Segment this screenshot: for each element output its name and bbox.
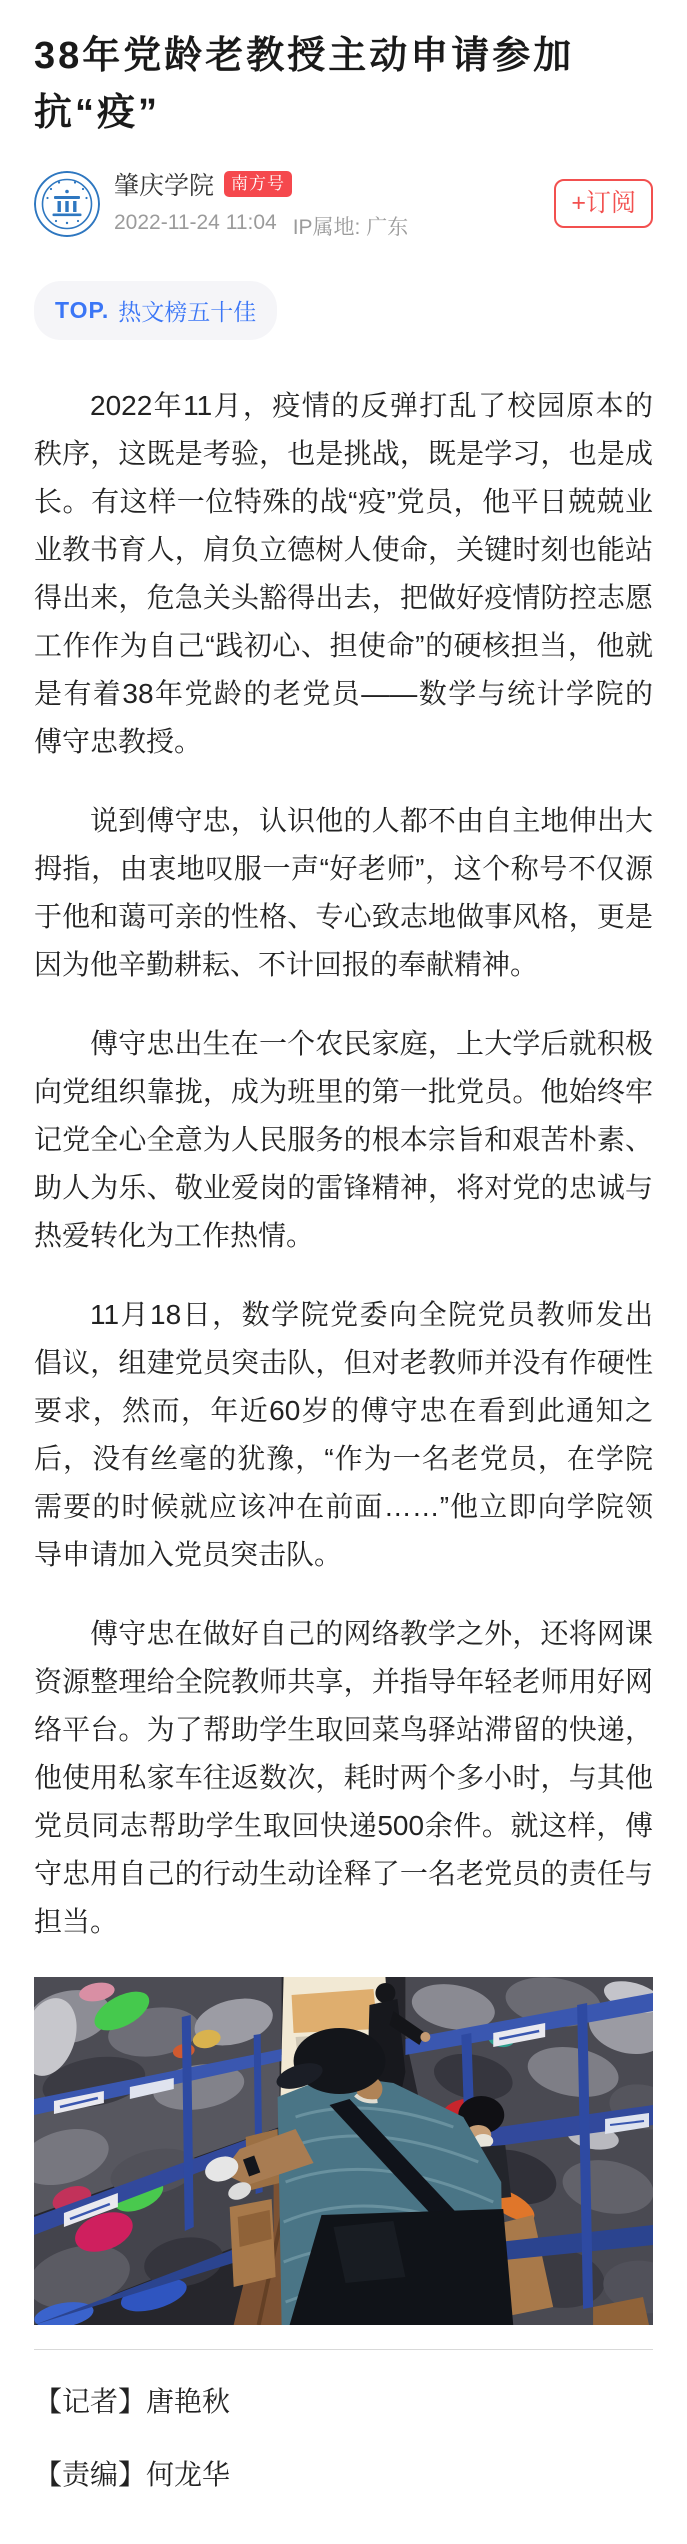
parcel-station-photo-illustration bbox=[34, 1977, 653, 2325]
top-prefix-label: TOP. bbox=[55, 297, 110, 323]
author-info bbox=[114, 166, 554, 241]
publish-meta bbox=[114, 211, 554, 241]
publish-datetime: 2022-11-24 11:04 bbox=[114, 211, 277, 234]
article-paragraph: 说到傅守忠，认识他的人都不由自主地伸出大拇指，由衷地叹服一声“好老师”，这个称号不仅源于他和蔼可亲的性格、专心致志地做事风格，更是因为他辛勤耕耘、不计回报的奉献精神。 bbox=[34, 805, 653, 980]
hot-list-label: 热文榜五十佳 bbox=[118, 299, 257, 325]
reporter-credit: 【记者】唐艳秋 bbox=[34, 2386, 231, 2417]
article-body bbox=[34, 382, 653, 1946]
university-crest-icon bbox=[34, 171, 100, 237]
subscribe-button[interactable]: +订阅 bbox=[554, 179, 653, 228]
article-paragraph: 傅守忠在做好自己的网络教学之外，还将网课资源整理给全院教师共享，并指导年轻老师用好网络平台。为了帮助学生取回菜鸟驿站滞留的快递，他使用私家车往返数次，耗时两个多小时，与其他党员同志帮助学生取回快递500余件。就这样，傅守忠用自己的行动生动诠释了一名老党员的责任与担当。 bbox=[34, 1618, 653, 1937]
author-avatar[interactable] bbox=[34, 171, 100, 237]
article-paragraph: 2022年11月，疫情的反弹打乱了校园原本的秩序，这既是考验，也是挑战，既是学习，也是成长。有这样一位特殊的战“疫”党员，他平日兢兢业业教书育人，肩负立德树人使命，关键时刻也能站得出来，危急关头豁得出去，把做好疫情防控志愿工作作为自己“践初心、担使命”的硬核担当，他就是有着38年党龄的老党员——数学与统计学院的傅守忠教授。 bbox=[34, 390, 653, 757]
author-name[interactable]: 肇庆学院 bbox=[114, 172, 215, 200]
article-paragraph: 11月18日，数学院党委向全院党员教师发出倡议，组建党员突击队，但对老教师并没有作硬性要求，然而，年近60岁的傅守忠在看到此通知之后，没有丝毫的犹豫，“作为一名老党员，在学院需要的时候就应该冲在前面……”他立即向学院领导申请加入党员突击队。 bbox=[34, 1299, 653, 1570]
editor-credit: 【责编】何龙华 bbox=[34, 2459, 231, 2490]
hot-list-link[interactable] bbox=[34, 281, 277, 340]
article-paragraph: 傅守忠出生在一个农民家庭，上大学后就积极向党组织靠拢，成为班里的第一批党员。他始终牢记党全心全意为人民服务的根本宗旨和艰苦朴素、助人为乐、敬业爱岗的雷锋精神，将对党的忠诚与热爱转化为工作热情。 bbox=[34, 1028, 653, 1251]
article-photo[interactable] bbox=[34, 1977, 653, 2325]
footer-divider bbox=[34, 2349, 653, 2350]
ip-location: IP属地: 广东 bbox=[292, 216, 409, 239]
platform-badge: 南方号 bbox=[224, 171, 292, 197]
page-title: 38年党龄老教授主动申请参加抗“疫” bbox=[34, 35, 575, 134]
author-row bbox=[34, 166, 653, 241]
